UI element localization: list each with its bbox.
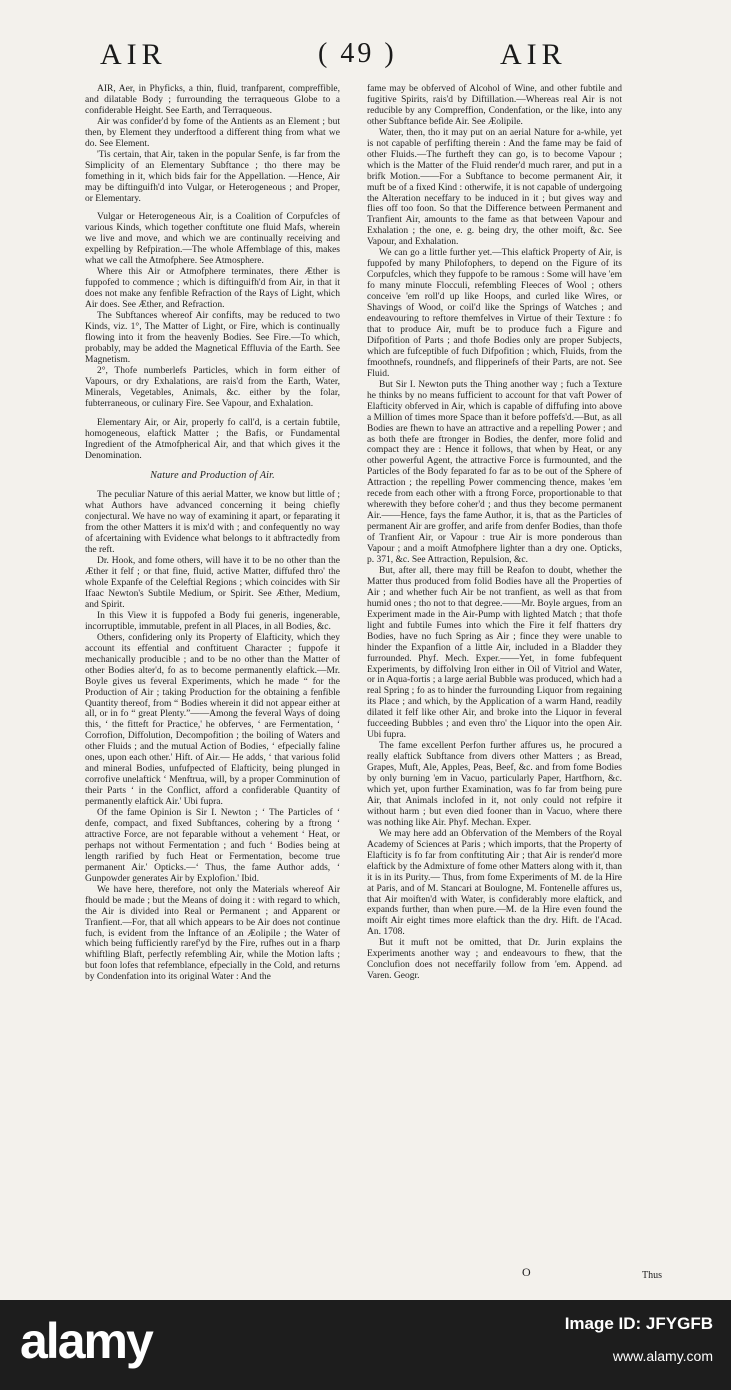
running-head-right: AIR [500, 38, 567, 71]
paragraph: The fame excellent Perfon further affures us, he procured a really elaftick Subftance from divers other Matters ; as Bread, Grapes, Muft, Ale, Apples, Peas, Beef, &c. and from fome Bodies by only burning 'em in Vacuo, particularly Paper, Hartfhorn, &c. which yet, upon further Examination, was fo far from being pure Air, that Animals inclofed in it, not only could not refpire it without harm ; but even died fooner than in Vacuo, where there was nothing like Air. Phyf. Mechan. Exper. [367, 741, 622, 828]
page-number: ( 49 ) [318, 38, 397, 69]
paragraph: But Sir I. Newton puts the Thing another way ; fuch a Texture he thinks by no means fufficient to account for that vaft Power of Elafticity obferved in Air, which is capable of diffufing into above a Million of times more Space than it before poffefs'd.—But, as all Bodies are fhewn to have an attractive and a repelling Power ; and as both thefe are ftronger in Bodies, the denfer, more folid and compact they are : Hence it follows, that when by Heat, or any other powerful Agent, the attractive Force is furmounted, and the Particles of the Body feparated fo far as to be out of the Sphere of Attraction ; the repelling Power commencing thence, makes 'em recede from each other with a ftrong Force, proportionable to that wherewith they before coher'd ; and thus they become permanent Air.——Hence, fays the fame Author, it is, that as the Particles of permanent Air are groffer, and arife from denfer Bodies, than thofe of Tranfient Air, or Vapour : true Air is more ponderous than Vapour ; and a moift Atmofphere lighter than a dry one. Opticks, p. 371, &c. See Attraction, Repulsion, &c. [367, 379, 622, 565]
signature-mark: O [522, 1265, 531, 1279]
watermark-image-id: Image ID: JFYGFB [564, 1314, 713, 1333]
paragraph: Vulgar or Heterogeneous Air, is a Coalition of Corpufcles of various Kinds, which together conftitute one fluid Mafs, wherein we live and move, and which we are continually receiving and expelling by Refpiration.—The whole Affemblage of this, makes what we call the Atmofphere. See Atmosphere. [85, 212, 340, 267]
running-head [0, 38, 731, 78]
paragraph: But it muft not be omitted, that Dr. Jurin explains the Experiments another way ; and endeavours to fhew, that the Conclufion does not neceffarily follow from 'em. Append. ad Varen. Geogr. [367, 938, 622, 982]
paragraph: Air was confider'd by fome of the Antients as an Element ; but then, by Element they underftood a different thing from what we do. See Element. [85, 116, 340, 149]
paragraph: AIR, Aer, in Phyficks, a thin, fluid, tranfparent, compreffible, and dilatable Body ; furrounding the terraqueous Globe to a confiderable Height. See Earth, and Terraqueous. [85, 84, 340, 116]
paragraph: We can go a little further yet.—This elaftick Property of Air, is fuppofed by many Philofophers, to depend on the Figure of its Corpufcles, which they fuppofe to be ramous : Some will have 'em fo many minute Flocculi, refembling Fleeces of Wool ; others conceive 'em roll'd up like Hoops, and curled like Wires, or Shavings of Wood, or coil'd like the Springs of Watches ; and endeavouring to reftore themfelves in Virtue of their Texture : fo that to produce Air, muft be to produce fuch a Figure and Difpofition of Parts ; and thofe Bodies only are proper Subjects, which are fufceptible of fuch Difpofition ; which, Fluids, from the fmoothnefs, roundnefs, and flipperinefs of their Parts, are not. See Fluid. [367, 248, 622, 379]
paragraph: Water, then, tho it may put on an aerial Nature for a-while, yet is not capable of perfifting therein : And the fame may be faid of other Fluids.—The furtheft they can go, is to become Vapour ; which is the Matter of the Fluid render'd much rarer, and put in a brifk Motion.——For a Subftance to become permanent Air, it muft be of a fixed Kind : otherwife, it is not capable of undergoing the Alteration neceffary to be induced in it ; but gives way and flies off too foon. So that the Difference between Permanent and Tranfient Air, amounts to the fame as that between Vapour and Exhalation ; the one, e. g. being dry, the other moift, &c. See Vapour, and Exhalation. [367, 127, 622, 248]
section-heading: Nature and Production of Air. [150, 470, 275, 482]
paragraph: Where this Air or Atmofphere terminates, there Æther is fuppofed to commence ; which is diftinguifh'd from Air, in that it does not make any fenfible Refraction of the Rays of Light, which Air does. See Æther, and Refraction. [85, 267, 340, 311]
watermark-bar [0, 1300, 731, 1390]
watermark-url: www.alamy.com [612, 1348, 713, 1364]
paragraph: The Subftances whereof Air confifts, may be reduced to two Kinds, viz. 1°, The Matter of Light, or Fire, which is continually flowing into it from the heavenly Bodies. See Fire.—To which, probably, may be added the Magnetical Effluvia of the Earth. See Magnetism. [85, 311, 340, 365]
paragraph: fame may be obferved of Alcohol of Wine, and other fubtile and fugitive Spirits, rais'd by Diftillation.—Whereas real Air is not reducible by any Compreffion, Condenfation, or the like, into any other Subftance befide Air. See Æolipile. [367, 84, 622, 127]
paragraph: But, after all, there may ftill be Reafon to doubt, whether the Matter thus produced from folid Bodies have all the Properties of Air ; and whether fuch Air be not tranfient, as well as that from humid ones ; tho not to that degree.——Mr. Boyle argues, from an Experiment made in the Air-Pump with lighted Match ; that thofe light and fubtile Fumes into which the Fire it felf fhatters dry Bodies, have no fuch Spring as Air ; fince they were unable to hinder the Expanfion of a little Air, included in a Bladder they furrounded. Phyf. Mech. Exper.——Yet, in fome fubfequent Experiments, by diffolving Iron either in Oil of Vitriol and Water, or in Aqua-fortis ; a large aerial Bubble was produced, which had a real Spring ; fo as to hinder the furrounding Liquor from regaining its Place ; and which, by the Application of a warm Hand, readily dilated it felf like other Air, and broke into the Liquor in feveral fucceeding Bubbles ; and even thro' the Liquor into the open Air. Ubi fupra. [367, 565, 622, 741]
paragraph: 2°, Thofe numberlefs Particles, which in form either of Vapours, or dry Exhalations, are rais'd from the Earth, Water, Minerals, Vegetables, Animals, &c. either by the folar, fubterraneous, or culinary Fire. See Vapour, and Exhalation. [85, 365, 340, 409]
paragraph: We may here add an Obfervation of the Members of the Royal Academy of Sciences at Paris ; which imports, that the Property of Elafticity is fo far from conftituting Air ; that Air is render'd more elaftick by the Admixture of fome other Matters along with it, than it is in its Purity.— Thus, from fome Experiments of M. de la Hire at Paris, and of M. Stancari at Boulogne, M. Fontenelle affures us, that Air moiften'd with Water, is confiderably more elaftick, and expands further, than when pure.—M. de la Hire even found the moift Air eight times more elaftick than the dry. Hift. de l'Acad. An. 1708. [367, 828, 622, 938]
paragraph: Others, confidering only its Property of Elafticity, which they account its effential and conftituent Character ; fuppofe it mechanically producible ; and to be no other than the Matter of other Bodies alter'd, fo as to become permanently elaftick.—Mr. Boyle gives us feveral Experiments, which he made “ for the Production of Air ; taking Production for the obtaining a fenfible Quantity thereof, from “ Bodies wherein it did not appear either at all, or in fo “ great Plenty.”——Among the feveral Ways of doing this, ‘ the fitteft for Practice,' he obferves, ‘ are Fermentation, ‘ Corrofion, Diffolution, Decompofition ; the boiling of Waters and other Fluids ; and the mutual Action of Bodies, ‘ efpecially faline ones, upon each other.' Hift. of Air.— He adds, ‘ that various folid and mineral Bodies, unfufpected of Elafticity, being plunged in corrofive unelaftick ‘ Menftrua, will, by a proper Comminution of their Parts ‘ in the Conflict, afford a confiderable Quantity of permanently elaftick Air.' Ubi fupra. [85, 632, 340, 808]
paragraph: Dr. Hook, and fome others, will have it to be no other than the Æther it felf ; or that fine, fluid, active Matter, diffufed thro' the whole Expanfe of the Celeftial Regions ; which coincides with Sir Ifaac Newton's Subtile Medium, or Spirit. See Æther, Medium, and Spirit. [85, 556, 340, 610]
paragraph: Of the fame Opinion is Sir I. Newton ; ‘ The Particles of ‘ denfe, compact, and fixed Subftances, cohering by a ftrong ‘ attractive Force, are not feparable without a vehement ‘ Heat, or perhaps not without Fermentation ; and fuch ‘ Bodies being at length rarified by fuch Heat or Fermentation, become true permanent Air.' Opticks.—‘ Thus, the fame Author adds, ‘ Gunpowder generates Air by Explofion.' Ibid. [85, 808, 340, 884]
paragraph: In this View it is fuppofed a Body fui generis, ingenerable, incorruptible, immutable, prefent in all Places, in all Bodies, &c. [85, 610, 340, 632]
paragraph: 'Tis certain, that Air, taken in the popular Senfe, is far from the Simplicity of an Elementary Subftance ; tho there may be fomething in it, which bids fair for the Appellation. —Hence, Air may be diftinguifh'd into Vulgar, or Heterogeneous ; and Proper, or Elementary. [85, 149, 340, 204]
paragraph: Elementary Air, or Air, properly fo call'd, is a certain fubtile, homogeneous, elaftick Matter ; the Bafis, or Fundamental Ingredient of the Atmofpherical Air, and that which gives it the Denomination. [85, 417, 340, 461]
paragraph: The peculiar Nature of this aerial Matter, we know but little of ; what Authors have advanced concerning it being chiefly conjectural. We have no way of examining it apart, or feparating it from the other Matters it is mix'd with ; and confequently no way of afcertaining with Evidence what belongs to it abftractedly from the reft. [85, 490, 340, 556]
paragraph: We have here, therefore, not only the Materials whereof Air fhould be made ; but the Means of doing it : with regard to which, the Air is divided into Real or Permanent ; and Apparent or Tranfient.—For, that all which appears to be Air does not continue fuch, is evident from the Inftance of an Æolipile ; the Water of which being fufficiently raref'yd by the Fire, rufhes out in a fharp whiftling Blaft, perfectly refembling Air, while the Motion lafts ; but foon lofes that refemblance, efpecially in the Cold, and returns by Condenfation into its original Water : And the [85, 884, 340, 983]
running-head-left: AIR [100, 38, 167, 71]
catchword: Thus [642, 1270, 662, 1281]
right-column [367, 84, 622, 982]
left-column [85, 84, 340, 983]
watermark-logo: alamy [20, 1313, 152, 1369]
